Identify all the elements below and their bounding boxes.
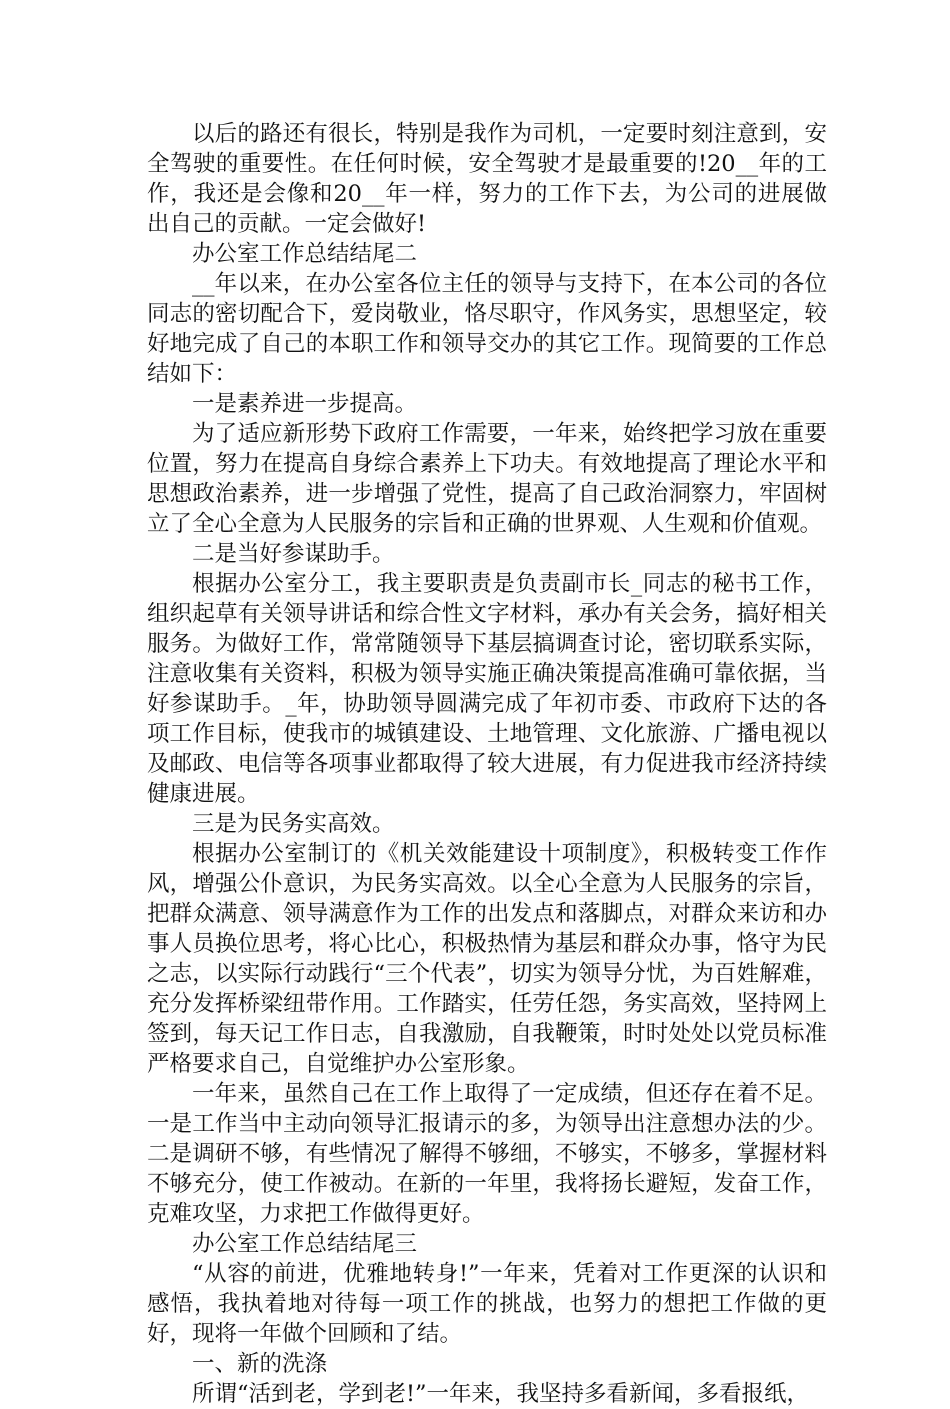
section-heading-3: 办公室工作总结结尾三 xyxy=(192,1231,418,1257)
paragraph-point-2: 根据办公室分工，我主要职责是负责副市长_同志的秘书工作，组织起草有关领导讲话和综合性文字材料，承办有关会务，搞好相关服务。为做好工作，常常随领导下基层搞调查讨论，密切联系实际，注意收集有关资料，积极为领导实施正确决策提高准确可靠依据，当好参谋助手。_年，协助领导圆满完成了年初市委、市政府下达的各项工作目标，使我市的城镇建设、土地管理、文化旅游、广播电视以及邮政、电信等各项事业都取得了较大进展，有力促进我市经济持续健康进展。 xyxy=(147,571,827,807)
paragraph-point-3: 根据办公室制订的《机关效能建设十项制度》，积极转变工作作风，增强公仆意识，为民务实高效。以全心全意为人民服务的宗旨，把群众满意、领导满意作为工作的出发点和落脚点，对群众来访和办事人员换位思考，将心比心，积极热情为基层和群众办事，恪守为民之志，以实际行动践行“三个代表”，切实为领导分忧，为百姓解难，充分发挥桥梁纽带作用。工作踏实，任劳任怨，务实高效，坚持网上签到，每天记工作日志，自我激励，自我鞭策，时时处处以党员标准严格要求自己，自觉维护办公室形象。 xyxy=(147,841,827,1077)
paragraph-point-1: 为了适应新形势下政府工作需要，一年来，始终把学习放在重要位置，努力在提高自身综合素养上下功夫。有效地提高了理论水平和思想政治素养，进一步增强了党性，提高了自己政治洞察力，牢固树立了全心全意为人民服务的宗旨和正确的世界观、人生观和价值观。 xyxy=(147,421,827,537)
paragraph-learning: 所谓“活到老，学到老!”一年来，我坚持多看新闻，多看报纸， xyxy=(192,1381,810,1407)
paragraph-shortcomings: 一年来，虽然自己在工作上取得了一定成绩，但还存在着不足。一是工作当中主动向领导汇报请示的多，为领导出注意想办法的少。二是调研不够，有些情况了解得不够细，不够实，不够多，掌握材料不够充分，使工作被动。在新的一年里，我将扬长避短，发奋工作，克难攻坚，力求把工作做得更好。 xyxy=(147,1081,827,1227)
paragraph-intro: __年以来，在办公室各位主任的领导与支持下，在本公司的各位同志的密切配合下，爱岗敬业，恪尽职守，作风务实，思想坚定，较好地完成了自己的本职工作和领导交办的其它工作。现简要的工作总结如下： xyxy=(147,271,827,387)
subheading-new-cleansing: 一、新的洗涤 xyxy=(192,1351,328,1377)
paragraph-review-intro: “从容的前进，优雅地转身!”一年来，凭着对工作更深的认识和感悟，我执着地对待每一项工作的挑战，也努力的想把工作做的更好，现将一年做个回顾和了结。 xyxy=(147,1261,827,1347)
section-heading-2: 办公室工作总结结尾二 xyxy=(192,241,418,267)
point-heading-2: 二是当好参谋助手。 xyxy=(192,541,395,567)
paragraph-closing-driver: 以后的路还有很长，特别是我作为司机，一定要时刻注意到，安全驾驶的重要性。在任何时候，安全驾驶才是最重要的!20__年的工作，我还是会像和20__年一样，努力的工作下去，为公司的进展做出自己的贡献。一定会做好! xyxy=(147,121,827,237)
point-heading-1: 一是素养进一步提高。 xyxy=(192,391,418,417)
point-heading-3: 三是为民务实高效。 xyxy=(192,811,395,837)
document-body xyxy=(147,119,827,1409)
